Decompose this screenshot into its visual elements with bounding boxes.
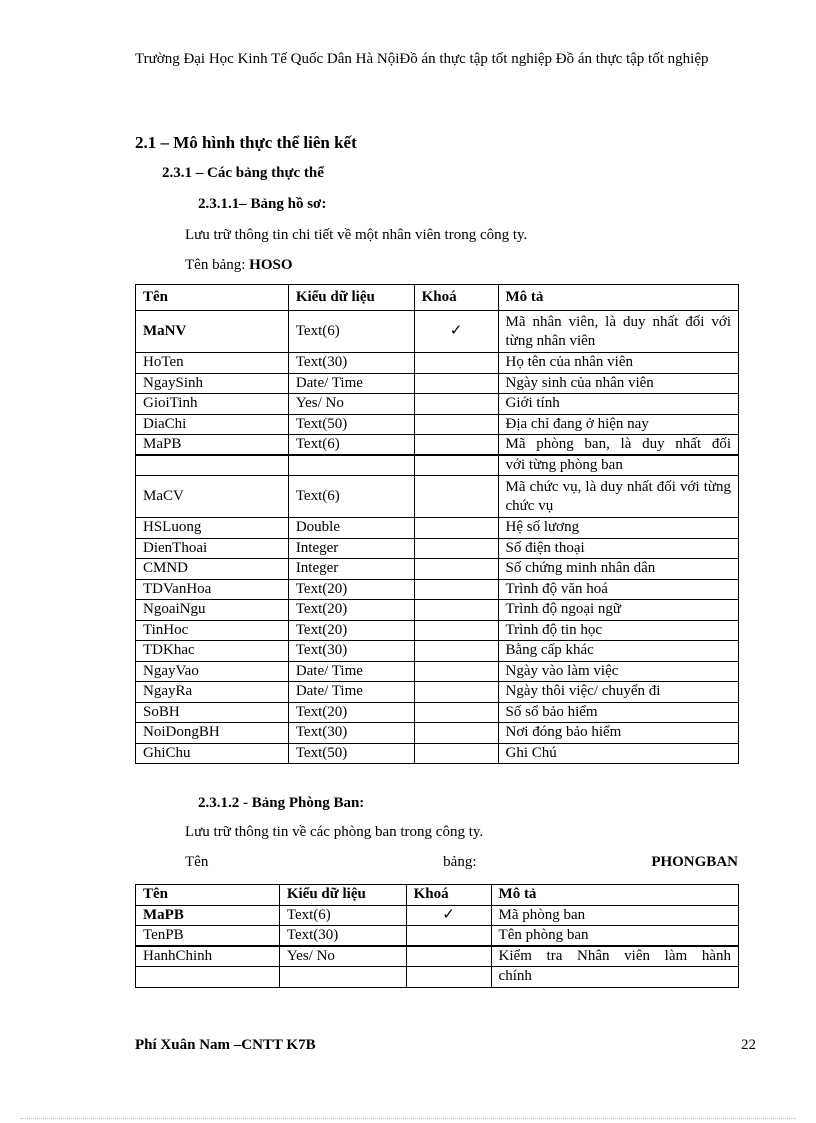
table-row (136, 926, 739, 947)
table-row (136, 620, 739, 641)
section-heading: 2.1 – Mô hình thực thể liên kết (135, 133, 357, 152)
cell-ten: NgoaiNgu (136, 600, 289, 621)
cell-kieu: Integer (288, 538, 414, 559)
cell-mota: Kiểm tra Nhân viên làm hành (491, 946, 738, 967)
phongban-label-a: Tên (185, 854, 209, 870)
cell-khoa (406, 946, 491, 967)
cell-kieu: Yes/ No (279, 946, 406, 967)
table-row (136, 538, 739, 559)
cell-kieu (279, 967, 406, 988)
table-row (136, 476, 739, 518)
cell-khoa (414, 476, 498, 518)
hoso-table-name-line (185, 257, 293, 274)
cell-ten: SoBH (136, 702, 289, 723)
cell-kieu: Text(30) (288, 353, 414, 374)
cell-ten: GioiTinh (136, 394, 289, 415)
cell-khoa (414, 394, 498, 415)
cell-kieu: Text(20) (288, 579, 414, 600)
cell-khoa (414, 414, 498, 435)
phongban-label-b: bảng: (443, 854, 477, 870)
cell-kieu: Text(20) (288, 702, 414, 723)
cell-kieu: Double (288, 518, 414, 539)
hoso-table-name: HOSO (249, 257, 293, 273)
col-header-khoa: Khoá (406, 885, 491, 906)
cell-ten: TinHoc (136, 620, 289, 641)
hoso-description: Lưu trữ thông tin chi tiết về một nhân viên trong công ty. (185, 227, 528, 243)
cell-kieu: Text(20) (288, 600, 414, 621)
cell-kieu: Text(50) (288, 414, 414, 435)
cell-mota: Giới tính (498, 394, 738, 415)
cell-ten: DiaChi (136, 414, 289, 435)
table-row (136, 600, 739, 621)
table-row (136, 682, 739, 703)
cell-kieu: Text(30) (279, 926, 406, 947)
cell-kieu (288, 455, 414, 476)
cell-ten: HanhChinh (136, 946, 280, 967)
cell-kieu: Date/ Time (288, 682, 414, 703)
cell-kieu: Date/ Time (288, 661, 414, 682)
cell-mota: Bằng cấp khác (498, 641, 738, 662)
cell-ten: MaPB (136, 905, 280, 926)
footer-author: Phí Xuân Nam –CNTT K7B (135, 1037, 316, 1053)
cell-mota: Ngày sinh của nhân viên (498, 373, 738, 394)
cell-mota: Mã nhân viên, là duy nhất đối với từng nhân viên (498, 311, 738, 353)
cell-khoa (414, 373, 498, 394)
cell-khoa (414, 455, 498, 476)
col-header-kieu: Kiểu dữ liệu (288, 285, 414, 311)
cell-ten: HoTen (136, 353, 289, 374)
cell-kieu: Text(30) (288, 641, 414, 662)
cell-ten: NgayVao (136, 661, 289, 682)
cell-ten: MaNV (136, 311, 289, 353)
cell-khoa (414, 518, 498, 539)
phongban-table-name: PHONGBAN (651, 854, 738, 870)
cell-khoa (414, 743, 498, 764)
cell-khoa (414, 538, 498, 559)
cell-ten: TDVanHoa (136, 579, 289, 600)
phongban-table-name-line (185, 854, 738, 871)
col-header-mota: Mô tả (498, 285, 738, 311)
running-header: Trường Đại Học Kinh Tế Quốc Dân Hà NộiĐồ án thực tập tốt nghiệp Đồ án thực tập tốt nghiệp (135, 51, 709, 67)
cell-kieu: Text(6) (288, 435, 414, 456)
cell-khoa (414, 723, 498, 744)
cell-khoa (414, 661, 498, 682)
cell-khoa: ✓ (414, 311, 498, 353)
cell-khoa (406, 926, 491, 947)
cell-mota: Địa chỉ đang ở hiện nay (498, 414, 738, 435)
cell-khoa (414, 620, 498, 641)
cell-ten: TenPB (136, 926, 280, 947)
cell-ten: GhiChu (136, 743, 289, 764)
cell-khoa (414, 702, 498, 723)
table-row (136, 641, 739, 662)
cell-kieu: Date/ Time (288, 373, 414, 394)
cell-khoa (414, 579, 498, 600)
table-row (136, 967, 739, 988)
cell-khoa (414, 682, 498, 703)
cell-ten (136, 455, 289, 476)
cell-khoa: ✓ (406, 905, 491, 926)
hoso-heading: 2.3.1.1– Bảng hồ sơ: (198, 196, 327, 212)
cell-ten: MaCV (136, 476, 289, 518)
cell-ten: NoiDongBH (136, 723, 289, 744)
table-row (136, 518, 739, 539)
cell-mota: Trình độ văn hoá (498, 579, 738, 600)
hoso-header-row (136, 285, 739, 311)
cell-ten: DienThoai (136, 538, 289, 559)
table-row (136, 579, 739, 600)
table-row (136, 723, 739, 744)
table-row (136, 394, 739, 415)
subsection-heading: 2.3.1 – Các bảng thực thể (162, 165, 324, 181)
cell-mota: Ngày thôi việc/ chuyển đi (498, 682, 738, 703)
table-row (136, 311, 739, 353)
cell-khoa (414, 435, 498, 456)
table-row (136, 353, 739, 374)
cell-mota: Số chứng minh nhân dân (498, 559, 738, 580)
cell-mota: chính (491, 967, 738, 988)
cell-mota: Nơi đóng bảo hiểm (498, 723, 738, 744)
cell-kieu: Yes/ No (288, 394, 414, 415)
cell-khoa (414, 559, 498, 580)
cell-ten: NgaySinh (136, 373, 289, 394)
cell-khoa (406, 967, 491, 988)
cell-khoa (414, 353, 498, 374)
table-row (136, 414, 739, 435)
col-header-kieu: Kiểu dữ liệu (279, 885, 406, 906)
cell-mota: Hệ số lương (498, 518, 738, 539)
cell-mota: Trình độ tin học (498, 620, 738, 641)
cell-khoa (414, 641, 498, 662)
cell-mota: Mã phòng ban, là duy nhất đối (498, 435, 738, 456)
cell-mota: với từng phòng ban (498, 455, 738, 476)
cell-mota: Mã phòng ban (491, 905, 738, 926)
col-header-mota: Mô tả (491, 885, 738, 906)
table-row (136, 455, 739, 476)
cell-ten (136, 967, 280, 988)
cell-kieu: Integer (288, 559, 414, 580)
cell-mota: Họ tên của nhân viên (498, 353, 738, 374)
table-row (136, 661, 739, 682)
phongban-header-row (136, 885, 739, 906)
hoso-table-label: Tên bảng: (185, 257, 250, 273)
page-bottom-divider (20, 1118, 796, 1119)
cell-mota: Ngày vào làm việc (498, 661, 738, 682)
table-row (136, 373, 739, 394)
cell-mota: Tên phòng ban (491, 926, 738, 947)
cell-ten: TDKhac (136, 641, 289, 662)
cell-ten: CMND (136, 559, 289, 580)
cell-kieu: Text(20) (288, 620, 414, 641)
cell-ten: HSLuong (136, 518, 289, 539)
hoso-table (135, 284, 739, 764)
phongban-table (135, 884, 739, 988)
cell-kieu: Text(30) (288, 723, 414, 744)
cell-mota: Số điện thoại (498, 538, 738, 559)
cell-kieu: Text(50) (288, 743, 414, 764)
table-row (136, 559, 739, 580)
table-row (136, 946, 739, 967)
col-header-ten: Tên (136, 885, 280, 906)
table-row (136, 905, 739, 926)
col-header-khoa: Khoá (414, 285, 498, 311)
cell-mota: Mã chức vụ, là duy nhất đối với từng chức vụ (498, 476, 738, 518)
phongban-heading: 2.3.1.2 - Bảng Phòng Ban: (198, 795, 365, 811)
page-number: 22 (741, 1037, 756, 1053)
cell-kieu: Text(6) (288, 311, 414, 353)
cell-mota: Ghi Chú (498, 743, 738, 764)
cell-ten: NgayRa (136, 682, 289, 703)
table-row (136, 435, 739, 456)
cell-mota: Trình độ ngoại ngữ (498, 600, 738, 621)
cell-khoa (414, 600, 498, 621)
table-row (136, 702, 739, 723)
cell-kieu: Text(6) (288, 476, 414, 518)
cell-kieu: Text(6) (279, 905, 406, 926)
table-row (136, 743, 739, 764)
phongban-description: Lưu trữ thông tin về các phòng ban trong công ty. (185, 824, 484, 840)
col-header-ten: Tên (136, 285, 289, 311)
cell-mota: Số sổ bảo hiểm (498, 702, 738, 723)
cell-ten: MaPB (136, 435, 289, 456)
